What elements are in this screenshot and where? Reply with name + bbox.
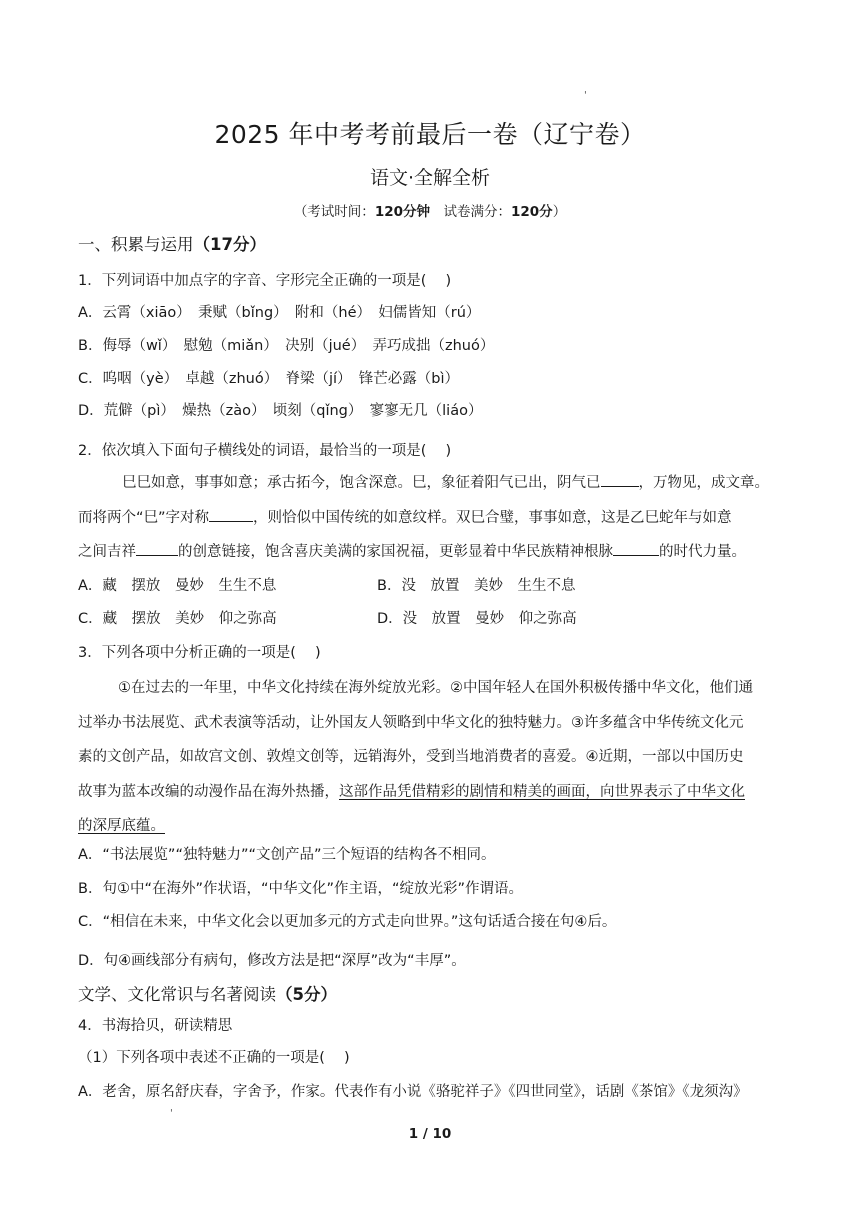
question-1-stem: 1．下列词语中加点字的字音、字形完全正确的一项是( ) xyxy=(78,273,452,289)
question-3-option-d: D．句④画线部分有病句，修改方法是把“深厚”改为“丰厚”。 xyxy=(78,953,466,969)
question-2-option-a: A．藏 摆放 曼妙 生生不息 xyxy=(78,578,277,594)
question-2-option-c: C．藏 摆放 美妙 仰之弥高 xyxy=(78,611,277,627)
question-1-option-d: D．荒僻（pì） 燥热（zào） 顷刻（qǐng） 寥寥无几（liáo） xyxy=(78,403,483,419)
scan-mark: ' xyxy=(170,1108,173,1119)
question-3-option-a: A．“书法展览”“独特魅力”“文创产品”三个短语的结构各不相同。 xyxy=(78,847,496,863)
question-3-option-b: B．句①中“在海外”作状语，“中华文化”作主语，“绽放光彩”作谓语。 xyxy=(78,881,524,897)
section-heading: 文学、文化常识与名著阅读（5分） xyxy=(78,985,337,1004)
question-3-option-c: C．“相信在未来，中华文化会以更加多元的方式走向世界。”这句话适合接在句④后。 xyxy=(78,914,617,930)
question-2-option-b: B．没 放置 美妙 生生不息 xyxy=(377,578,576,594)
question-1-option-b: B．侮辱（wǐ） 慰勉（miǎn） 决别（jué） 弄巧成拙（zhuó） xyxy=(78,338,495,354)
section-heading: 一、积累与运用（17分） xyxy=(78,235,266,254)
question-2-option-d: D．没 放置 曼妙 仰之弥高 xyxy=(377,611,577,627)
document-title: 2025 年中考考前最后一卷（辽宁卷） xyxy=(214,120,646,149)
question-4-stem: 4．书海拾贝，研读精思 xyxy=(78,1018,233,1034)
question-1-option-a: A．云霄（xiāo） 秉赋（bǐng） 附和（hé） 妇儒皆知（rú） xyxy=(78,305,481,321)
page-number: 1 / 10 xyxy=(408,1126,452,1142)
question-3-passage: ①在过去的一年里，中华文化持续在海外绽放光彩。②中国年轻人在国外积极传播中华文化，他们通 过举办书法展览、武术表演等活动，让外国友人领略到中华文化的独特魅力。③许多蕴含中华传统文化元 素的文创产品，如故宫文创、敦煌文创等，远销海外，受到当地消费者的喜爱。④近期，一部以中国历史 故事为蓝本改编的动漫作品在海外热播，这部作品凭借精彩的剧情和精美的画面，向世界表示了中华文化 的深厚底蕴。 xyxy=(78,680,753,834)
question-2-passage: 巳巳如意，事事如意；承古拓今，饱含深意。巳，象征着阳气已出，阴气已 ，万物见，成文章。 而将两个“巳”字对称 ，则恰似中国传统的如意纹样。双巳合璧，事事如意，这是乙巳蛇年与如意 之间吉祥 的创意链接，饱含喜庆美满的家国祝福，更彰显着中华民族精神根脉 的时代力量。 xyxy=(78,466,783,570)
question-2-stem: 2．依次填入下面句子横线处的词语，最恰当的一项是( ) xyxy=(78,443,452,459)
question-4-subquestion-1: （1）下列各项中表述不正确的一项是( ) xyxy=(78,1050,350,1066)
document-subtitle: 语文·全解全析 xyxy=(369,167,491,189)
exam-info: （考试时间：120分钟 试卷满分：120分） xyxy=(293,204,567,220)
scan-mark: ' xyxy=(584,90,587,101)
question-3-stem: 3．下列各项中分析正确的一项是( ) xyxy=(78,645,321,661)
question-1-option-c: C．呜咽（yè） 卓越（zhuó） 脊梁（jí） 锋芒必露（bì） xyxy=(78,371,460,387)
question-4-option-a: A．老舍，原名舒庆春，字舍予，作家。代表作有小说《骆驼祥子》《四世同堂》，话剧《茶馆》《龙须沟》 xyxy=(78,1084,748,1100)
